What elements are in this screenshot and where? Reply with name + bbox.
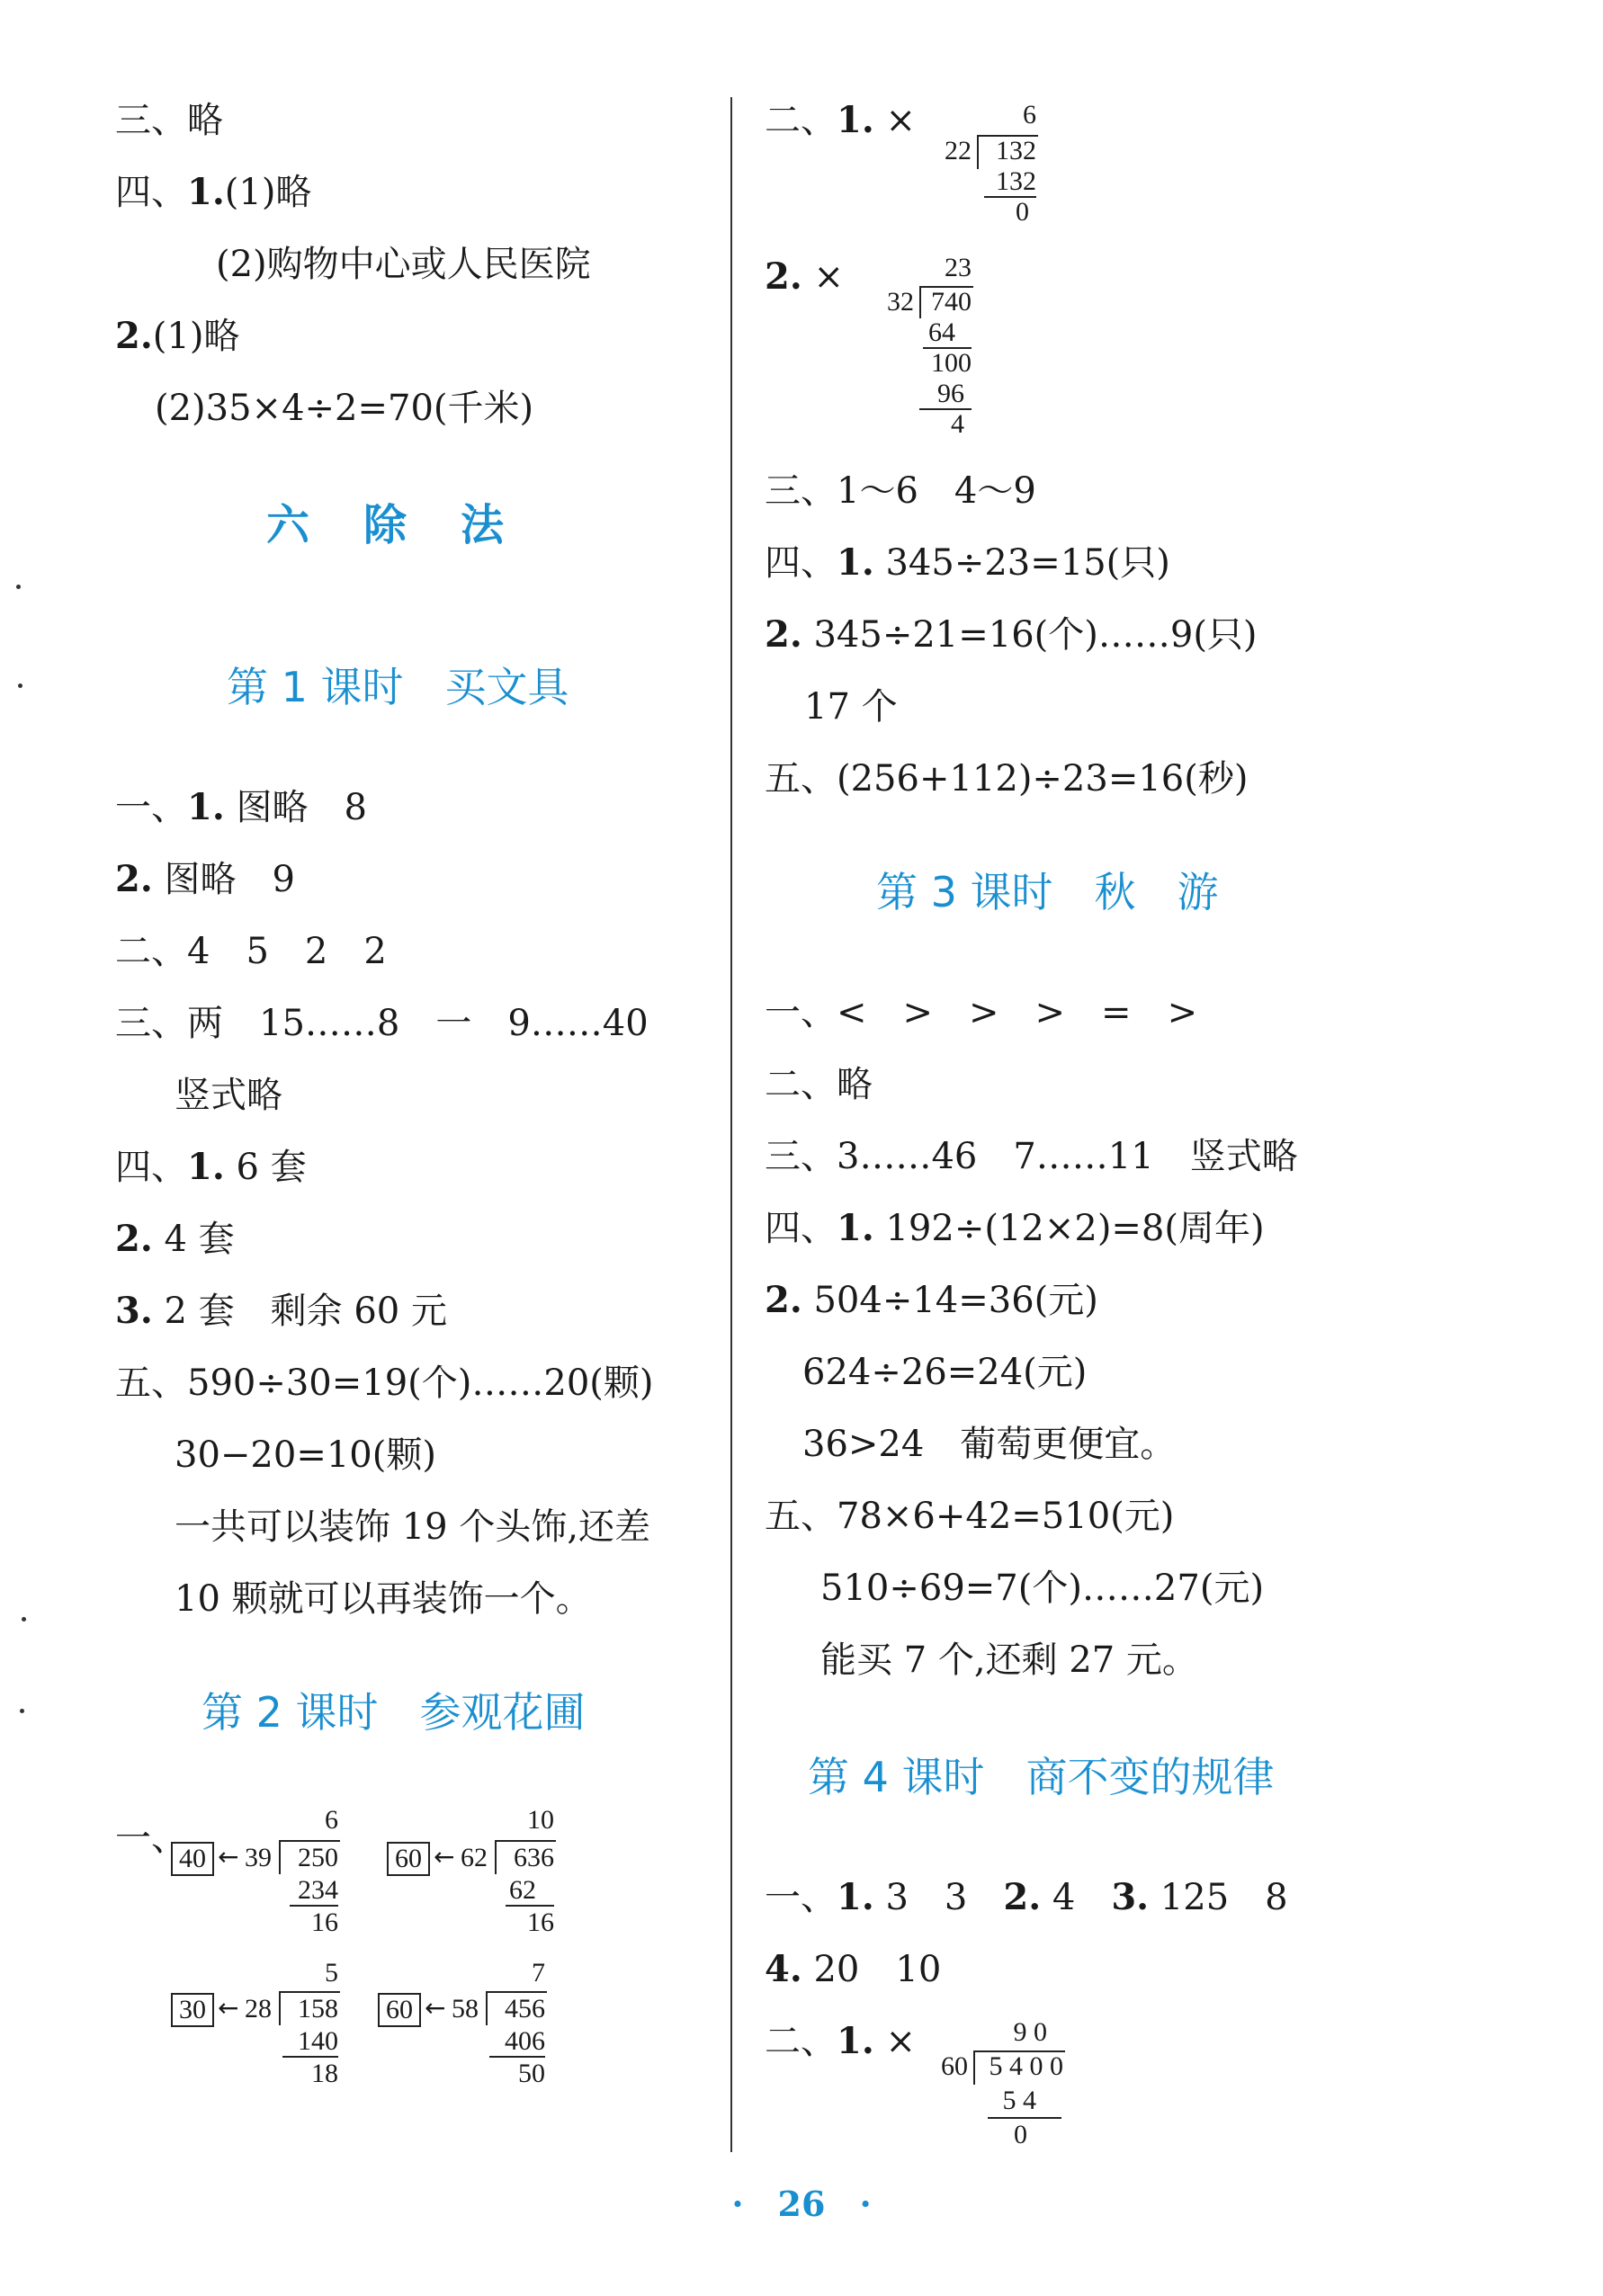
remainder: 16	[527, 1907, 554, 1937]
answer-line: 一共可以装饰 19 个头饰,还差	[175, 1506, 651, 1548]
subtrahend: 96	[937, 379, 964, 408]
arrow-left-icon: ←	[218, 1993, 239, 2023]
answer-line: 624÷26=24(元)	[802, 1352, 1088, 1393]
divisor: 62	[461, 1843, 488, 1872]
arrow-left-icon: ←	[425, 1993, 446, 2023]
partial-dividend: 100	[931, 348, 972, 378]
answer-line: 四、1.(1)略	[115, 171, 312, 213]
dividend: 5 4 0 0	[989, 2051, 1063, 2081]
answer-line: 30−20=10(颗)	[175, 1434, 436, 1476]
division-rule	[988, 2117, 1061, 2119]
arrow-left-icon: ←	[218, 1842, 239, 1872]
dividend: 740	[931, 287, 972, 317]
scan-speck	[16, 585, 21, 589]
quotient: 6	[325, 1805, 338, 1835]
answer-line: 三、3……46 7……11 竖式略	[765, 1136, 1298, 1177]
answer-line: 竖式略	[175, 1075, 282, 1116]
division-rule	[489, 2056, 545, 2058]
quotient: 6	[1023, 100, 1036, 130]
dividend: 456	[505, 1994, 545, 2024]
answer-line: 五、78×6+42=510(元)	[765, 1496, 1175, 1537]
answer-line: 一、1. 3 3 2. 4 3. 125 8	[765, 1876, 1288, 1918]
dividend: 250	[298, 1843, 338, 1872]
lesson-title: 第 3 课时 秋 游	[876, 868, 1219, 916]
divisor: 32	[887, 287, 914, 317]
answer-box: 40	[171, 1842, 214, 1876]
lesson-title: 第 2 课时 参观花圃	[201, 1688, 586, 1737]
answer-line: 四、1. 6 套	[115, 1146, 307, 1188]
answer-line: 4. 20 10	[765, 1948, 942, 1990]
answer-box: 60	[378, 1993, 421, 2027]
remainder: 4	[951, 409, 964, 439]
answer-box: 30	[171, 1993, 214, 2027]
subtrahend: 234	[298, 1875, 338, 1905]
answer-line: 36>24 葡萄更便宜。	[802, 1424, 1177, 1465]
answer-line: 一、< > > > = >	[765, 992, 1198, 1033]
divisor: 58	[452, 1994, 479, 2024]
answer-line: 2. 345÷21=16(个)……9(只)	[765, 613, 1258, 656]
remainder: 18	[311, 2059, 338, 2088]
remainder: 0	[1014, 2120, 1027, 2149]
answer-line: 二、1. ×	[765, 99, 916, 141]
answer-line: 三、两 15……8 一 9……40	[115, 1003, 649, 1044]
divisor: 22	[945, 136, 972, 165]
remainder: 16	[311, 1907, 338, 1937]
answer-line: 2. 4 套	[115, 1218, 235, 1260]
scan-speck	[20, 1709, 24, 1713]
subtrahend: 132	[996, 166, 1036, 196]
answer-line: 二、略	[765, 1064, 873, 1105]
divisor: 39	[245, 1843, 272, 1872]
answer-line: 二、1. ×	[765, 2020, 916, 2062]
quotient: 7	[532, 1958, 545, 1988]
answer-line: 510÷69=7(个)……27(元)	[820, 1568, 1265, 1609]
answer-line: 3. 2 套 剩余 60 元	[115, 1290, 447, 1332]
answer-line: 二、4 5 2 2	[115, 931, 387, 972]
remainder: 50	[518, 2059, 545, 2088]
answer-line: 17 个	[804, 686, 898, 728]
answer-line: 2. ×	[765, 255, 844, 298]
scan-speck	[18, 683, 22, 688]
answer-box: 60	[387, 1842, 430, 1876]
subtrahend: 5 4	[1002, 2086, 1036, 2115]
scan-speck	[22, 1617, 26, 1621]
dividend: 636	[514, 1843, 554, 1872]
answer-line: 五、590÷30=19(个)……20(颗)	[115, 1362, 654, 1404]
subtrahend: 140	[298, 2026, 338, 2056]
quotient: 5	[325, 1958, 338, 1988]
answer-line: 三、1～6 4～9	[765, 470, 1036, 512]
lesson-title: 第 4 课时 商不变的规律	[808, 1753, 1275, 1801]
arrow-left-icon: ←	[434, 1842, 455, 1872]
division-rule	[506, 1905, 554, 1907]
answer-line: 三、略	[115, 100, 223, 141]
quotient: 9 0	[1013, 2017, 1047, 2047]
dividend: 158	[298, 1994, 338, 2024]
subtrahend: 406	[505, 2026, 545, 2056]
answer-line: 2.(1)略	[115, 315, 240, 357]
answer-line: (2)35×4÷2=70(千米)	[155, 388, 534, 429]
divisor: 60	[941, 2051, 968, 2081]
subtrahend: 62	[509, 1875, 536, 1905]
quotient: 23	[945, 253, 972, 282]
subtrahend: 64	[928, 317, 955, 347]
answer-line: 一、	[115, 1818, 187, 1859]
answer-line: 五、(256+112)÷23=16(秒)	[765, 758, 1249, 800]
chapter-title: 六除法	[266, 500, 559, 550]
answer-line: 四、1. 192÷(12×2)=8(周年)	[765, 1207, 1265, 1249]
answer-line: 一、1. 图略 8	[115, 786, 367, 828]
division-rule	[290, 1905, 338, 1907]
dividend: 132	[996, 136, 1036, 165]
answer-line: 能买 7 个,还剩 27 元。	[820, 1639, 1198, 1681]
lesson-title: 第 1 课时 买文具	[227, 663, 569, 711]
page-number: · 26 ·	[731, 2184, 872, 2224]
division-rule	[282, 2056, 338, 2058]
divisor: 28	[245, 1994, 272, 2024]
quotient: 10	[527, 1805, 554, 1835]
answer-line: 2. 图略 9	[115, 858, 295, 900]
answer-line: 10 颗就可以再装饰一个。	[175, 1578, 592, 1620]
column-divider	[730, 97, 732, 2152]
remainder: 0	[1016, 197, 1029, 227]
answer-line: 2. 504÷14=36(元)	[765, 1279, 1098, 1321]
answer-line: (2)购物中心或人民医院	[216, 244, 591, 285]
answer-line: 四、1. 345÷23=15(只)	[765, 541, 1170, 584]
